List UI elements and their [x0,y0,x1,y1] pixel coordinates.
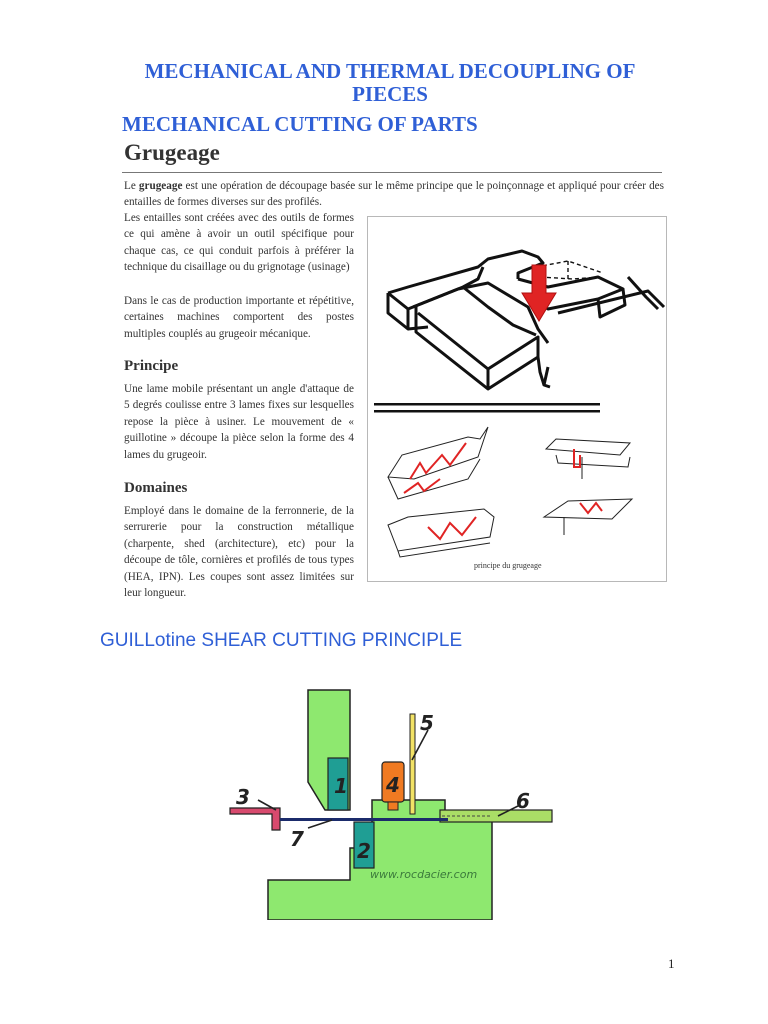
intro-keyword: grugeage [138,180,183,192]
paragraph-entailles: Les entailles sont créées avec des outils de formes ce qui amène à avoir un outil spécifique pour chaque cas, ce qui conduit parfois à préférer la technique du cisaillage ou du grignotage (usinage) [124,212,354,274]
shear-diagram [200,680,580,920]
label-5: 5 [420,711,434,735]
section-title: Grugeage [124,140,220,165]
watermark: www.rocdacier.com [370,868,478,881]
heading-domaines: Domaines [124,480,188,496]
paragraph-domaines: Employé dans le domaine de la ferronnerie, de la serrurerie pour la construction métallique (charpente, shed (architecture), etc) pour la découpe de tôle, cornières et profilés de tous types (HEA, IPN). Les coupes sont assez limitées sur leur longueur. [124,505,354,600]
safety-guard [410,714,415,814]
base-line-bottom [374,410,600,413]
label-2: 2 [357,839,371,863]
label-6: 6 [516,789,530,813]
grugeage-illustration [368,217,666,581]
title-rule [122,172,662,173]
back-gauge [230,808,280,830]
document-subtitle: MECHANICAL CUTTING OF PARTS [122,112,478,136]
figure-caption: principe du grugeage [474,561,542,570]
presser-foot [388,802,398,810]
base-line-top [374,403,600,406]
label-3: 3 [236,785,250,809]
intro-text-start: Le [124,180,139,192]
label-1: 1 [334,774,348,798]
heading-principe: Principe [124,358,179,374]
page-number: 1 [668,956,675,971]
metal-sheet [280,818,448,821]
label-4: 4 [386,773,400,797]
paragraph-principe: Une lame mobile présentant un angle d'attaque de 5 degrés coulisse entre 3 lames fixes sur lesquelles repose la pièce à usiner. Le mouvement de « guillotine » découpe la pièce selon la forme des 4 lames du grugeoir. [124,383,354,461]
document-title: MECHANICAL AND THERMAL DECOUPLING OF PIECES [144,59,636,106]
intro-text-end: est une opération de découpage basée sur le même principe que le poinçonnage et appliqué pour créer des entailles de formes diverses sur des profilés. [124,180,664,209]
paragraph-production: Dans le cas de production importante et répétitive, certaines machines comportent des postes multiples couplés au grugeoir mécanique. [124,295,354,340]
arrow-down-icon [522,265,556,321]
support-table [440,810,552,822]
grugeage-figure [367,216,667,582]
die-drawing [388,251,664,389]
shear-section-title: GUILLotine SHEAR CUTTING PRINCIPLE [100,630,463,651]
cut-marks [404,443,602,539]
intro-paragraph [124,178,664,211]
label-7: 7 [290,827,304,851]
profile-sketches [388,427,632,557]
